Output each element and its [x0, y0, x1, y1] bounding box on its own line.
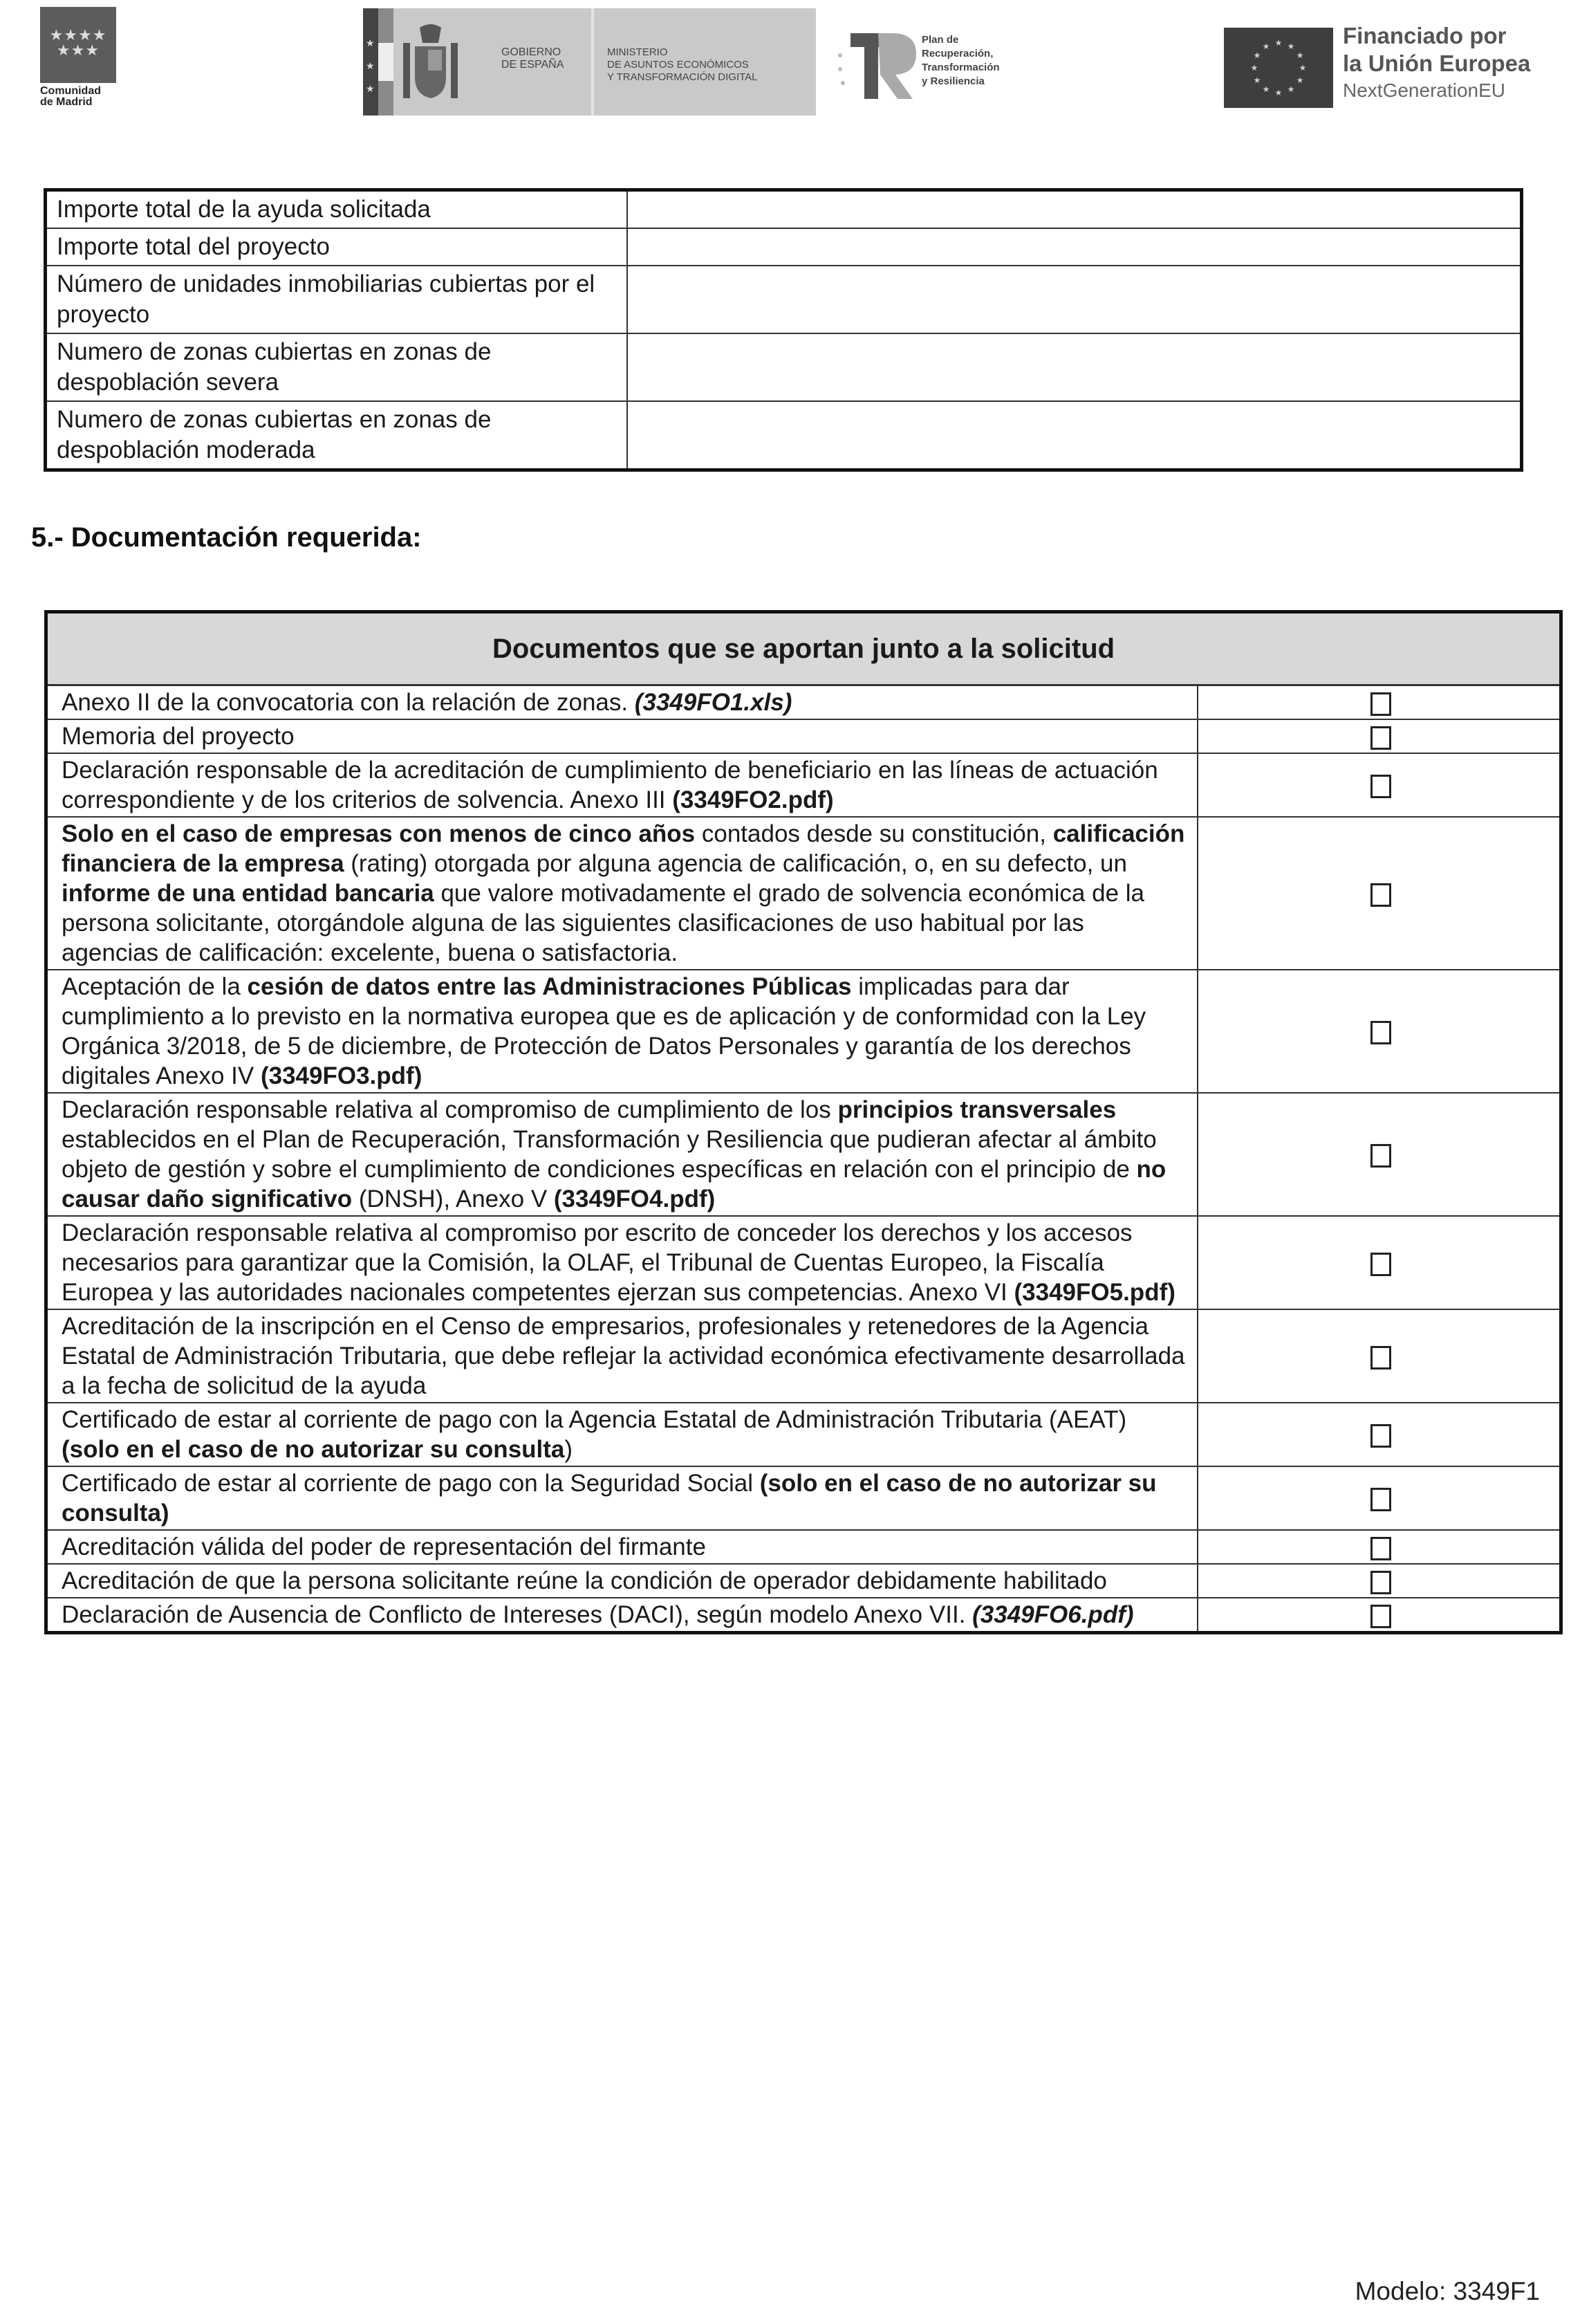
document-checkbox[interactable] — [1370, 1571, 1391, 1594]
madrid-logo-label-line2: de Madrid — [40, 96, 93, 108]
document-text-emphasis: cesión de datos entre las Administraciones Públicas — [247, 973, 852, 1000]
document-checkbox-cell — [1198, 1564, 1561, 1598]
svg-text:★: ★ — [1274, 88, 1283, 98]
tr-logo-icon — [833, 28, 916, 104]
document-text: Aceptación de la — [62, 973, 248, 1000]
eu-funding-logo — [1224, 21, 1556, 111]
summary-row — [46, 333, 1522, 401]
document-text: establecidos en el Plan de Recuperación, Transformación y Resiliencia que pudieran afectar al ámbito objeto de gestión y sobre el cumplimiento de condiciones específicas en relación con el principio de — [62, 1126, 1157, 1183]
document-checkbox-cell — [1198, 1466, 1561, 1530]
document-text-emphasis: informe de una entidad bancaria — [62, 880, 434, 907]
summary-row — [46, 266, 1522, 333]
document-checkbox[interactable] — [1370, 1488, 1391, 1511]
comunidad-de-madrid-logo — [40, 7, 120, 108]
document-row — [46, 685, 1561, 720]
document-checkbox[interactable] — [1370, 1021, 1391, 1044]
svg-text:★: ★ — [1253, 50, 1261, 60]
svg-text:★: ★ — [1253, 75, 1261, 85]
summary-row — [46, 401, 1522, 470]
document-description — [46, 719, 1198, 753]
svg-text:★: ★ — [1299, 63, 1307, 73]
gobierno-text — [501, 46, 564, 71]
ministerio-line3: Y TRANSFORMACIÓN DIGITAL — [607, 71, 758, 83]
document-checkbox-cell — [1198, 1598, 1561, 1633]
gobierno-de-espana-logo — [363, 8, 816, 116]
document-row — [46, 1093, 1561, 1216]
svg-text:★: ★ — [1287, 84, 1295, 94]
document-text: contados desde su constitución, — [695, 820, 1053, 847]
document-checkbox[interactable] — [1370, 726, 1391, 750]
logo-divider — [591, 8, 594, 116]
document-row — [46, 1403, 1561, 1466]
summary-row — [46, 228, 1522, 266]
svg-text:★: ★ — [1296, 50, 1304, 60]
document-text-emphasis: calificación financiera de la empresa — [62, 820, 1185, 877]
coat-of-arms-icon — [398, 22, 463, 104]
document-row — [46, 753, 1561, 817]
document-description — [46, 970, 1198, 1093]
document-text-emphasis: Solo en el caso de empresas con menos de cinco años — [62, 820, 696, 847]
plan-line1: Plan de — [922, 34, 959, 46]
document-text: que valore motivadamente el grado de solvencia económica de la persona solicitante, otorgándole alguna de las siguientes clasificaciones de uso habitual por las agencias de calificación: excelente, buena o satisfactoria. — [62, 880, 1145, 966]
document-text: implicadas para dar cumplimiento a lo previsto en la normativa europea que es de aplicación y de conformidad con la Ley Orgánica 3/2018, de 5 de diciembre, de Protección de Datos Personales y garantía de los derechos digitales Anexo IV — [62, 973, 1146, 1089]
document-text: (DNSH), Anexo V — [352, 1186, 554, 1212]
document-checkbox-cell — [1198, 719, 1561, 753]
document-row — [46, 1564, 1561, 1598]
summary-label: Número de unidades inmobiliarias cubiertas por el proyecto — [46, 266, 628, 333]
document-text-emphasis: (3349FO6.pdf) — [972, 1601, 1134, 1628]
summary-value-field[interactable] — [627, 190, 1522, 229]
document-text: Acreditación de que la persona solicitante reúne la condición de operador debidamente habilitado — [62, 1567, 1107, 1594]
document-checkbox[interactable] — [1370, 1537, 1391, 1560]
document-checkbox-cell — [1198, 1093, 1561, 1216]
svg-text:★: ★ — [1274, 38, 1283, 48]
document-text-emphasis: (3349FO3.pdf) — [260, 1062, 422, 1089]
document-description — [46, 1530, 1198, 1564]
eu-funding-text — [1343, 22, 1530, 77]
document-description — [46, 1466, 1198, 1530]
document-description — [46, 1093, 1198, 1216]
summary-row — [46, 190, 1522, 229]
plan-recuperacion-logo — [819, 28, 1034, 104]
madrid-stars-icon: ★★★★ ★★★ — [49, 26, 107, 59]
document-description — [46, 1403, 1198, 1466]
svg-text:★: ★ — [1287, 42, 1295, 51]
document-checkbox[interactable] — [1370, 883, 1391, 907]
document-row — [46, 1530, 1561, 1564]
section-title: 5.- Documentación requerida: — [31, 522, 422, 553]
document-checkbox-cell — [1198, 753, 1561, 817]
ministerio-line2: DE ASUNTOS ECONÓMICOS — [607, 59, 749, 71]
document-text-emphasis: (3349FO2.pdf) — [672, 786, 834, 813]
document-checkbox-cell — [1198, 685, 1561, 720]
gobierno-line1: GOBIERNO — [501, 46, 561, 58]
star-icon: ★ — [366, 83, 375, 94]
document-checkbox[interactable] — [1370, 775, 1391, 798]
svg-text:★: ★ — [1296, 75, 1304, 85]
flag-stripe — [378, 43, 393, 81]
document-checkbox[interactable] — [1370, 1424, 1391, 1448]
svg-text:★: ★ — [1250, 63, 1258, 73]
document-checkbox-cell — [1198, 1309, 1561, 1403]
document-text: ) — [564, 1436, 573, 1463]
document-row — [46, 1216, 1561, 1309]
document-text-emphasis: (3349FO5.pdf) — [1014, 1279, 1175, 1306]
document-description — [46, 817, 1198, 970]
model-label: Modelo: 3349F1 — [1355, 2277, 1540, 2305]
document-checkbox[interactable] — [1370, 1346, 1391, 1370]
document-checkbox-cell — [1198, 1530, 1561, 1564]
gobierno-line2: DE ESPAÑA — [501, 59, 564, 71]
project-summary-table — [44, 188, 1523, 472]
required-documents-table — [44, 610, 1563, 1634]
document-row — [46, 1309, 1561, 1403]
summary-label: Importe total del proyecto — [46, 228, 628, 266]
summary-value-field[interactable] — [627, 401, 1522, 470]
eu-line2: la Unión Europea — [1343, 50, 1531, 76]
summary-value-field[interactable] — [627, 266, 1522, 333]
summary-label: Importe total de la ayuda solicitada — [46, 190, 628, 229]
document-checkbox-cell — [1198, 1403, 1561, 1466]
document-text-emphasis: (3349FO4.pdf) — [553, 1186, 716, 1212]
ministerio-line1: MINISTERIO — [607, 46, 668, 58]
document-checkbox[interactable] — [1370, 692, 1391, 716]
document-row — [46, 1598, 1561, 1633]
document-description — [46, 1309, 1198, 1403]
document-text: Anexo II de la convocatoria con la relación de zonas. — [62, 689, 635, 716]
nextgenerationeu-text: NextGenerationEU — [1343, 80, 1506, 101]
plan-text — [922, 33, 1000, 89]
svg-text:★: ★ — [1262, 42, 1270, 51]
document-row — [46, 1466, 1561, 1530]
document-checkbox[interactable] — [1370, 1253, 1391, 1276]
plan-line2: Recuperación, — [922, 48, 994, 59]
documents-table-header: Documentos que se aportan junto a la solicitud — [46, 612, 1561, 685]
madrid-logo-label-line1: Comunidad — [40, 85, 101, 97]
document-text-emphasis: principios transversales — [837, 1096, 1117, 1123]
eu-line1: Financiado por — [1343, 23, 1507, 48]
document-text: Memoria del proyecto — [62, 723, 295, 750]
document-text-emphasis: no causar daño significativo — [62, 1156, 1166, 1212]
eu-flag-icon — [1224, 28, 1333, 108]
svg-text:★: ★ — [1262, 84, 1270, 94]
document-text: Certificado de estar al corriente de pago con la Seguridad Social — [62, 1470, 760, 1497]
summary-value-field[interactable] — [627, 228, 1522, 266]
star-icon: ★ — [366, 37, 375, 48]
document-text-emphasis: (3349FO1.xls) — [634, 689, 792, 716]
document-checkbox-cell — [1198, 817, 1561, 970]
star-icon: ★ — [366, 60, 375, 71]
document-checkbox[interactable] — [1370, 1605, 1391, 1628]
document-text-emphasis: (solo en el caso de no autorizar su consulta) — [62, 1470, 1157, 1527]
document-text: Declaración responsable relativa al compromiso de cumplimiento de los — [62, 1096, 838, 1123]
document-text: Certificado de estar al corriente de pago con la Agencia Estatal de Administración Tributaria (AEAT) — [62, 1406, 1127, 1433]
header-logo-bar — [0, 0, 1571, 124]
summary-value-field[interactable] — [627, 333, 1522, 401]
document-text-emphasis: (solo en el caso de no autorizar su consulta — [62, 1436, 565, 1463]
document-description — [46, 1598, 1198, 1633]
ministerio-text — [607, 46, 758, 84]
document-checkbox[interactable] — [1370, 1144, 1391, 1168]
document-text: (rating) otorgada por alguna agencia de calificación, o, en su defecto, un — [344, 850, 1127, 877]
document-text: Declaración responsable de la acreditación de cumplimiento de beneficiario en las líneas de actuación correspondiente y de los criterios de solvencia. Anexo III — [62, 757, 1158, 813]
document-description — [46, 1216, 1198, 1309]
document-row — [46, 719, 1561, 753]
document-checkbox-cell — [1198, 1216, 1561, 1309]
summary-label: Numero de zonas cubiertas en zonas de despoblación moderada — [46, 401, 628, 470]
document-row — [46, 970, 1561, 1093]
document-checkbox-cell — [1198, 970, 1561, 1093]
summary-label: Numero de zonas cubiertas en zonas de despoblación severa — [46, 333, 628, 401]
document-row — [46, 817, 1561, 970]
madrid-flag-icon — [40, 7, 116, 83]
document-description — [46, 1564, 1198, 1598]
plan-line4: y Resiliencia — [922, 75, 985, 87]
document-text: Acreditación de la inscripción en el Censo de empresarios, profesionales y retenedores de la Agencia Estatal de Administración Tributaria, que debe reflejar la actividad económica efectivamente desarrollada a la fecha de solicitud de la ayuda — [62, 1313, 1185, 1399]
plan-line3: Transformación — [922, 62, 1000, 73]
document-description — [46, 753, 1198, 817]
document-text: Declaración responsable relativa al compromiso por escrito de conceder los derechos y los accesos necesarios para garantizar que la Comisión, la OLAF, el Tribunal de Cuentas Europeo, la Fiscalía Europea y las autoridades nacionales competentes ejerzan sus competencias. Anexo VI — [62, 1219, 1133, 1306]
document-text: Declaración de Ausencia de Conflicto de Intereses (DACI), según modelo Anexo VII. — [62, 1601, 973, 1628]
document-text: Acreditación válida del poder de representación del firmante — [62, 1533, 706, 1560]
document-description — [46, 685, 1198, 720]
